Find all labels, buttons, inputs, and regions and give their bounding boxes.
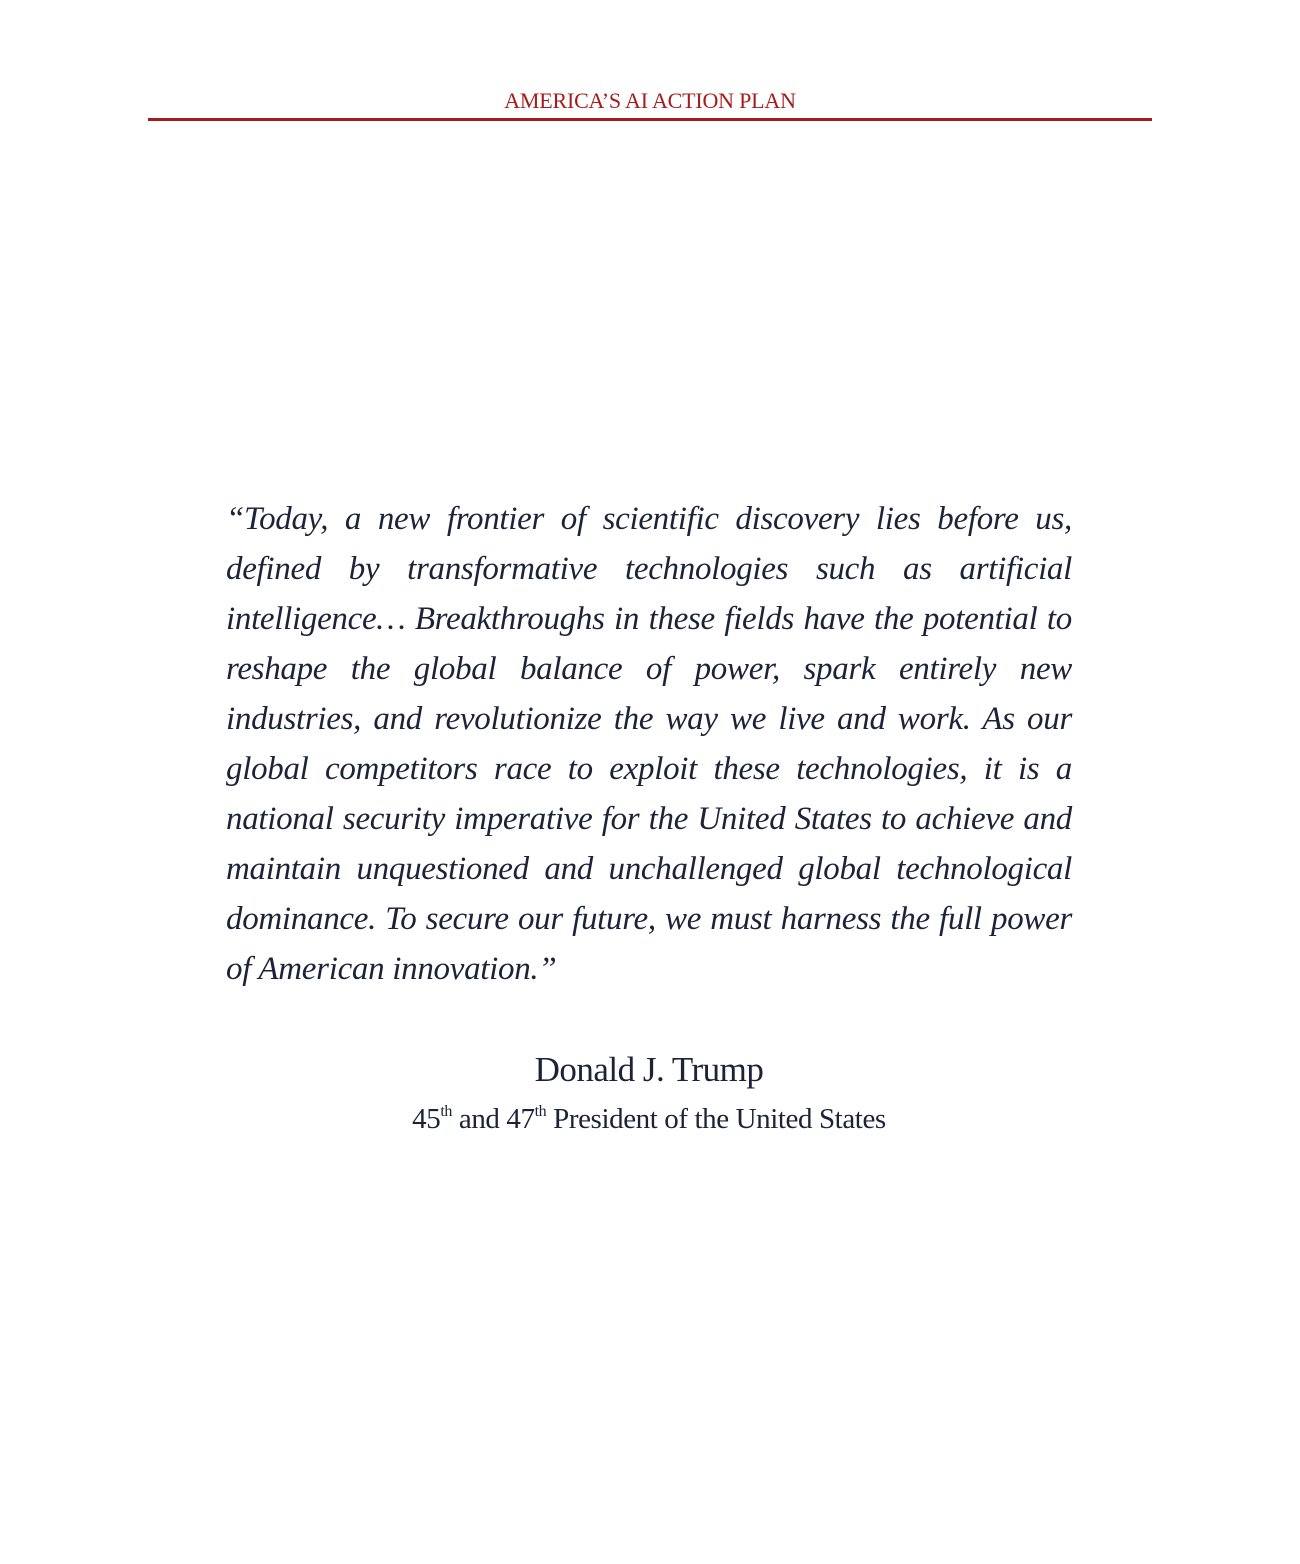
author-role: President of the United States: [546, 1103, 886, 1135]
ordinal-first: 45: [412, 1103, 441, 1135]
header-rule: [148, 118, 1152, 121]
author-name: Donald J. Trump: [534, 1050, 764, 1089]
ordinal-second: 47: [506, 1103, 535, 1135]
running-header: AMERICA’S AI ACTION PLAN: [504, 88, 796, 113]
ordinal-first-suffix: th: [440, 1103, 453, 1120]
ordinal-second-suffix: th: [534, 1103, 547, 1120]
quote-text: “Today, a new frontier of scientific discovery lies before us, defined by transformative technologies such as artificial intelligence… Breakthroughs in these fields have the potential to reshape the global balance of power, spark entirely new industries, and revolutionize the way we live and work. As our global competitors race to exploit these technologies, it is a national security imperative for the United States to achieve and maintain unquestioned and unchallenged global technological dominance. To secure our future, we must harness the full power of American innovation.”: [226, 501, 1072, 987]
attribution: [226, 1046, 1072, 1139]
ordinal-conjunction: and: [452, 1103, 507, 1135]
author-title: [226, 1099, 1072, 1139]
